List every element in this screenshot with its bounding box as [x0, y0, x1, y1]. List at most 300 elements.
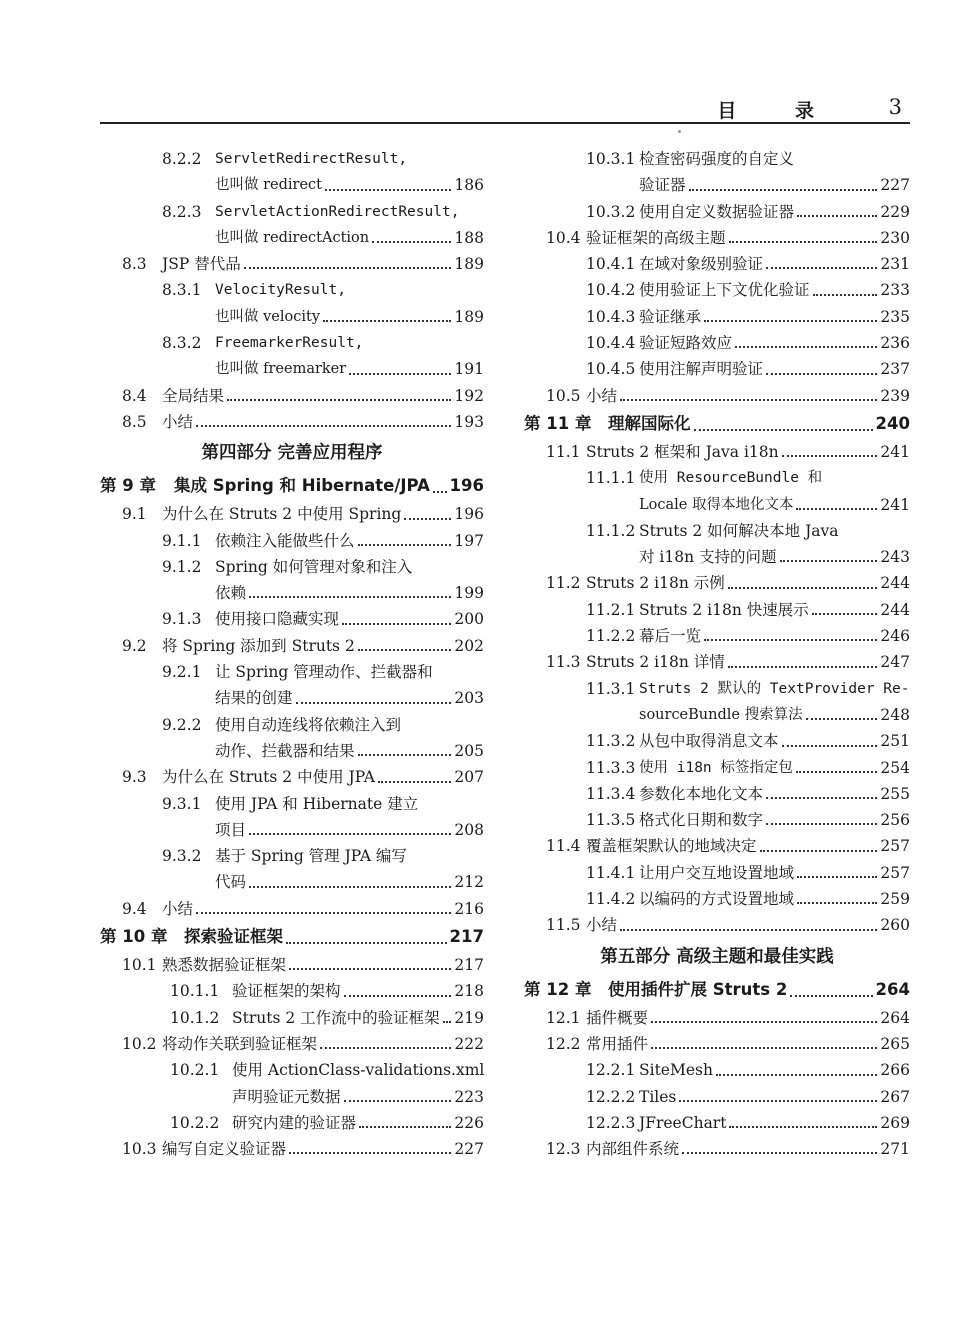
dot-leader: [729, 225, 878, 243]
entry-title: 验证框架的架构: [232, 982, 341, 1001]
entry-page-number: 199: [454, 584, 484, 603]
entry-number: 8.2.3: [162, 202, 202, 221]
dot-leader: [286, 922, 447, 944]
toc-entry: [100, 764, 484, 790]
entry-title: 使用自定义数据验证器: [639, 202, 795, 221]
entry-page-number: 226: [454, 1113, 484, 1132]
dot-leader: [296, 685, 452, 703]
entry-page-number: 248: [880, 705, 910, 724]
entry-number: 11.3.4: [586, 784, 636, 803]
entry-page-number: 216: [454, 899, 484, 918]
toc-entry: [100, 1031, 484, 1057]
entry-number: 11.5: [546, 916, 581, 935]
dot-leader: [289, 952, 451, 970]
entry-title: 动作、拦截器和结果: [215, 741, 355, 760]
entry-number: 11.4.2: [586, 890, 636, 909]
toc-entry: [524, 225, 910, 251]
entry-page-number: 269: [880, 1113, 910, 1132]
dot-leader: [728, 570, 878, 588]
entry-title: 插件概要: [586, 1008, 649, 1027]
toc-entry: [524, 518, 910, 544]
page-number: 3: [888, 95, 902, 119]
entry-number: 10.4.3: [586, 307, 636, 326]
toc-entry-continuation: [100, 225, 484, 251]
entry-page-number: 227: [880, 176, 910, 195]
entry-title: sourceBundle 搜索算法: [639, 706, 803, 723]
entry-title: 依赖注入能做些什么: [215, 531, 355, 550]
dot-leader: [325, 172, 451, 190]
entry-page-number: 247: [880, 653, 910, 672]
entry-page-number: 222: [454, 1034, 484, 1053]
entry-title: 使用接口隐藏实现: [215, 610, 340, 629]
entry-page-number: 218: [454, 982, 484, 1001]
toc-entry: [524, 1005, 910, 1031]
entry-number: 11.3.1: [586, 679, 636, 698]
dot-leader: [196, 409, 451, 427]
entry-number: 8.5: [122, 412, 147, 431]
entry-number: 10.1.1: [170, 982, 220, 1001]
entry-title: 常用插件: [586, 1034, 649, 1053]
entry-title: 使用验证上下文优化验证: [639, 281, 810, 300]
entry-page-number: 202: [454, 636, 484, 655]
entry-title: 验证继承: [639, 307, 702, 326]
entry-page-number: 257: [880, 837, 910, 856]
toc-entry: [100, 251, 484, 277]
entry-page-number: 207: [454, 768, 484, 787]
entry-page-number: 200: [454, 610, 484, 629]
toc-entry: [100, 199, 484, 225]
dot-leader: [766, 251, 877, 269]
entry-number: 8.3: [122, 255, 147, 274]
entry-page-number: 191: [454, 360, 484, 379]
toc-entry: [100, 843, 484, 869]
dot-leader: [796, 755, 878, 773]
entry-title: 探索验证框架: [184, 927, 283, 947]
entry-title: VelocityResult,: [215, 282, 346, 299]
entry-page-number: 227: [454, 1140, 484, 1159]
toc-entry: [524, 304, 910, 330]
toc-column-right: [524, 146, 910, 1162]
entry-number: 11.1: [546, 442, 581, 461]
entry-title: 验证框架的高级主题: [586, 228, 726, 247]
entry-number: 10.3.2: [586, 202, 636, 221]
dot-leader: [620, 912, 877, 930]
entry-number: 11.3: [546, 653, 581, 672]
entry-page-number: 223: [454, 1087, 484, 1106]
dot-leader: [372, 225, 451, 243]
entry-page-number: 235: [880, 307, 910, 326]
entry-page-number: 257: [880, 863, 910, 882]
entry-title: Tiles: [639, 1087, 677, 1106]
entry-title: 也叫做 velocity: [215, 308, 321, 325]
dot-leader: [244, 251, 452, 269]
dot-leader: [320, 1031, 451, 1049]
toc-entry: [524, 383, 910, 409]
entry-page-number: 230: [880, 228, 910, 247]
toc-entry: [524, 755, 910, 781]
entry-number: 10.4.4: [586, 334, 636, 353]
entry-number: 10.4.2: [586, 281, 636, 300]
toc-entry: [524, 1057, 910, 1083]
entry-number: 9.2.1: [162, 663, 202, 682]
dot-leader: [358, 528, 452, 546]
entry-page-number: 254: [880, 758, 910, 777]
entry-title: 使用注解声明验证: [639, 360, 764, 379]
toc-entry: [524, 439, 910, 465]
dot-leader: [227, 383, 451, 401]
entry-title: 为什么在 Struts 2 中使用 Spring: [162, 505, 402, 524]
entry-page-number: 203: [454, 689, 484, 708]
entry-title: 理解国际化: [608, 413, 691, 433]
entry-number: 8.2.2: [162, 150, 202, 168]
entry-number: 11.4.1: [586, 863, 636, 882]
entry-title: 在域对象级别验证: [639, 255, 764, 274]
entry-number: 11.2.1: [586, 600, 636, 619]
dot-leader: [760, 833, 878, 851]
entry-number: 9.1.2: [162, 557, 202, 576]
dot-leader: [349, 356, 451, 374]
toc-entry: [100, 633, 484, 659]
entry-number: 10.4.1: [586, 255, 636, 274]
entry-title: 格式化日期和数字: [639, 811, 764, 830]
toc-entry-continuation: [100, 304, 484, 330]
toc-entry: [100, 791, 484, 817]
dot-leader: [344, 1084, 452, 1102]
entry-title: 代码: [215, 873, 247, 892]
entry-title: 使用 ResourceBundle 和: [639, 470, 823, 487]
entry-number: 10.2: [122, 1034, 157, 1053]
entry-title: 声明验证元数据: [232, 1087, 341, 1106]
toc-entry: [100, 896, 484, 922]
entry-title: 也叫做 redirect: [215, 177, 323, 194]
toc-entry-continuation: [100, 817, 484, 843]
entry-number: 11.2.2: [586, 627, 636, 646]
dot-leader: [358, 633, 452, 651]
entry-title: 将 Spring 添加到 Struts 2: [162, 636, 355, 655]
dot-leader: [780, 544, 878, 562]
entry-title: JFreeChart: [639, 1113, 727, 1132]
toc-entry: [100, 659, 484, 685]
entry-title: FreemarkerResult,: [215, 335, 364, 352]
dot-leader: [196, 896, 451, 914]
entry-number: 11.3.5: [586, 811, 636, 830]
toc-entry-continuation: [100, 172, 484, 198]
entry-page-number: 237: [880, 360, 910, 379]
entry-page-number: 239: [880, 386, 910, 405]
chapter-entry: [524, 409, 910, 439]
dot-leader: [790, 975, 872, 997]
entry-title: 小结: [586, 916, 618, 935]
entry-number: 10.3.1: [586, 150, 636, 168]
entry-title: 内部组件系统: [586, 1140, 680, 1159]
toc-entry: [100, 554, 484, 580]
entry-title: Struts 2 i18n 示例: [586, 574, 725, 593]
entry-title: 使用插件扩展 Struts 2: [608, 979, 788, 999]
dot-leader: [797, 199, 877, 217]
toc-entry: [524, 251, 910, 277]
entry-number: 10.1.2: [170, 1008, 220, 1027]
dot-leader: [766, 807, 877, 825]
chapter-entry: [100, 922, 484, 952]
entry-title: 小结: [586, 386, 618, 405]
toc-entry-continuation: [524, 172, 910, 198]
toc-entry: [100, 712, 484, 738]
entry-number: 9.4: [122, 899, 147, 918]
toc-entry: [100, 1110, 484, 1136]
dot-leader: [704, 304, 877, 322]
toc-entry: [524, 277, 910, 303]
toc-entry: [524, 465, 910, 491]
toc-entry: [524, 1031, 910, 1057]
entry-title: 使用 JPA 和 Hibernate 建立: [215, 794, 419, 813]
entry-title: 全局结果: [162, 386, 225, 405]
entry-page-number: 241: [880, 442, 910, 461]
entry-title: 也叫做 freemarker: [215, 361, 347, 378]
entry-number: 9.1.3: [162, 610, 202, 629]
entry-number: 12.2: [546, 1034, 581, 1053]
entry-number: 10.4: [546, 228, 581, 247]
toc-entry-continuation: [100, 580, 484, 606]
dot-leader: [797, 860, 877, 878]
dot-leader: [679, 1084, 877, 1102]
entry-title: ServletActionRedirectResult,: [215, 203, 460, 220]
dot-leader: [289, 1136, 451, 1154]
entry-page-number: 189: [454, 307, 484, 326]
entry-number: 9.2.2: [162, 715, 202, 734]
entry-number: 12.3: [546, 1140, 581, 1159]
entry-page-number: 244: [880, 600, 910, 619]
dot-leader: [797, 886, 877, 904]
dot-leader: [716, 1057, 877, 1075]
toc-entry: [100, 409, 484, 435]
entry-page-number: 229: [880, 202, 910, 221]
entry-title: 小结: [162, 899, 194, 918]
speck-mark: [678, 130, 681, 133]
entry-title: 研究内建的验证器: [232, 1113, 357, 1132]
entry-page-number: 193: [454, 412, 484, 431]
entry-title: SiteMesh: [639, 1061, 713, 1080]
dot-leader: [766, 356, 877, 374]
dot-leader: [694, 409, 873, 431]
toc-entry: [524, 676, 910, 702]
part-heading: 第四部分 完善应用程序: [201, 443, 383, 464]
entry-number: 8.4: [122, 386, 147, 405]
toc-entry: [524, 570, 910, 596]
entry-number: 第 9 章: [100, 476, 156, 496]
entry-title: Spring 如何管理对象和注入: [215, 557, 413, 576]
entry-number: 11.3.2: [586, 732, 636, 751]
toc-entry: [100, 146, 484, 172]
dot-leader: [344, 978, 452, 996]
entry-number: 11.2: [546, 574, 581, 593]
entry-title: 幕后一览: [639, 627, 702, 646]
toc-entry: [524, 330, 910, 356]
entry-title: 覆盖框架默认的地域决定: [586, 837, 757, 856]
toc-entry: [100, 978, 484, 1004]
entry-page-number: 197: [454, 531, 484, 550]
entry-title: 集成 Spring 和 Hibernate/JPA: [174, 476, 430, 496]
entry-page-number: 240: [875, 413, 910, 433]
dot-leader: [766, 781, 877, 799]
entry-page-number: 266: [880, 1061, 910, 1080]
toc-entry: [100, 606, 484, 632]
dot-leader: [735, 330, 877, 348]
entry-title: 从包中取得消息文本: [639, 732, 779, 751]
entry-title: 验证器: [639, 176, 686, 195]
entry-title: 检查密码强度的自定义: [639, 150, 795, 168]
toc-entry: [524, 860, 910, 886]
entry-title: Struts 2 工作流中的验证框架: [232, 1008, 440, 1027]
toc-entry: [100, 1005, 484, 1031]
entry-page-number: 192: [454, 386, 484, 405]
entry-title: 使用 i18n 标签指定包: [639, 759, 793, 776]
entry-number: 8.3.2: [162, 334, 202, 353]
dot-leader: [359, 1110, 451, 1128]
entry-title: 将动作关联到验证框架: [162, 1034, 318, 1053]
entry-page-number: 259: [880, 890, 910, 909]
dot-leader: [806, 702, 878, 720]
dot-leader: [782, 439, 878, 457]
entry-number: 9.2: [122, 636, 147, 655]
entry-page-number: 205: [454, 741, 484, 760]
entry-title: 结果的创建: [215, 689, 293, 708]
toc-entry: [100, 1136, 484, 1162]
toc-entry: [524, 912, 910, 938]
dot-leader: [443, 1005, 452, 1023]
chapter-entry: [524, 975, 910, 1005]
entry-page-number: 241: [880, 495, 910, 514]
entry-number: 10.2.1: [170, 1061, 220, 1080]
toc-entry: [524, 597, 910, 623]
entry-title: Locale 取得本地化文本: [639, 496, 794, 513]
entry-page-number: 244: [880, 574, 910, 593]
entry-page-number: 217: [454, 956, 484, 975]
toc-entry: [524, 146, 910, 172]
entry-title: 基于 Spring 管理 JPA 编写: [215, 847, 407, 866]
entry-page-number: 246: [880, 627, 910, 646]
toc-entry: [100, 277, 484, 303]
entry-title: 依赖: [215, 584, 247, 603]
dot-leader: [651, 1005, 877, 1023]
entry-page-number: 196: [454, 505, 484, 524]
entry-title: Struts 2 如何解决本地 Java: [639, 521, 839, 540]
entry-number: 10.4.5: [586, 360, 636, 379]
entry-title: Struts 2 i18n 快速展示: [639, 600, 809, 619]
toc-entry: [524, 728, 910, 754]
entry-number: 第 10 章: [100, 927, 168, 947]
entry-page-number: 188: [454, 228, 484, 247]
entry-page-number: 231: [880, 255, 910, 274]
toc-entry: [100, 330, 484, 356]
entry-title: 也叫做 redirectAction: [215, 229, 370, 246]
dot-leader: [796, 492, 877, 510]
dot-leader: [620, 383, 877, 401]
entry-number: 8.3.1: [162, 281, 202, 300]
chapter-entry: [100, 471, 484, 501]
toc-entry: [100, 952, 484, 978]
entry-page-number: 267: [880, 1087, 910, 1106]
entry-title: 对 i18n 支持的问题: [639, 548, 777, 567]
entry-page-number: 265: [880, 1034, 910, 1053]
entry-page-number: 219: [454, 1008, 484, 1027]
dot-leader: [404, 501, 451, 519]
toc-entry: [524, 886, 910, 912]
toc-entry: [100, 501, 484, 527]
entry-page-number: 212: [454, 873, 484, 892]
entry-number: 10.5: [546, 386, 581, 405]
entry-page-number: 233: [880, 281, 910, 300]
dot-leader: [433, 471, 447, 493]
dot-leader: [342, 606, 451, 624]
part-heading: 第五部分 高级主题和最佳实践: [600, 946, 834, 967]
dot-leader: [812, 597, 878, 615]
toc-entry-continuation: [524, 702, 910, 728]
entry-page-number: 196: [449, 476, 484, 496]
entry-title: 小结: [162, 412, 194, 431]
entry-number: 11.1.2: [586, 521, 636, 540]
entry-number: 11.3.3: [586, 758, 636, 777]
toc-entry: [524, 649, 910, 675]
entry-page-number: 208: [454, 820, 484, 839]
entry-number: 12.1: [546, 1008, 581, 1027]
entry-page-number: 256: [880, 811, 910, 830]
entry-number: 9.1: [122, 505, 147, 524]
toc-entry: [524, 1136, 910, 1162]
dot-leader: [782, 728, 878, 746]
dot-leader: [704, 623, 877, 641]
dot-leader: [249, 580, 451, 598]
toc-entry: [100, 383, 484, 409]
entry-title: Struts 2 默认的 TextProvider Re-: [639, 680, 910, 697]
entry-number: 9.1.1: [162, 531, 202, 550]
dot-leader: [729, 1110, 877, 1128]
entry-title: 编写自定义验证器: [162, 1140, 287, 1159]
entry-page-number: 189: [454, 255, 484, 274]
entry-title: 项目: [215, 820, 247, 839]
toc-entry-continuation: [100, 1084, 484, 1110]
entry-page-number: 255: [880, 784, 910, 803]
entry-number: 10.1: [122, 956, 157, 975]
dot-leader: [249, 817, 451, 835]
entry-title: 为什么在 Struts 2 中使用 JPA: [162, 768, 375, 787]
page-header: [100, 90, 910, 124]
entry-number: 12.2.2: [586, 1087, 636, 1106]
entry-title: 让 Spring 管理动作、拦截器和: [215, 663, 433, 682]
toc-entry: [100, 1057, 484, 1083]
toc-entry-continuation: [524, 492, 910, 518]
toc-entry-continuation: [100, 356, 484, 382]
entry-title: 验证短路效应: [639, 334, 733, 353]
entry-number: 9.3.2: [162, 847, 202, 866]
entry-title: Struts 2 框架和 Java i18n: [586, 442, 779, 461]
entry-number: 第 12 章: [524, 979, 592, 999]
entry-page-number: 251: [880, 732, 910, 751]
entry-title: 以编码的方式设置地域: [639, 890, 795, 909]
entry-page-number: 243: [880, 548, 910, 567]
entry-page-number: 264: [875, 979, 910, 999]
dot-leader: [651, 1031, 877, 1049]
entry-number: 10.2.2: [170, 1113, 220, 1132]
entry-title: Struts 2 i18n 详情: [586, 653, 725, 672]
entry-title: 熟悉数据验证框架: [162, 956, 287, 975]
entry-page-number: 186: [454, 176, 484, 195]
entry-number: 11.1.1: [586, 469, 636, 488]
entry-page-number: 236: [880, 334, 910, 353]
entry-title: 使用自动连线将依赖注入到: [215, 715, 402, 734]
toc-entry-continuation: [100, 738, 484, 764]
entry-number: 9.3.1: [162, 794, 202, 813]
toc-entry: [100, 528, 484, 554]
